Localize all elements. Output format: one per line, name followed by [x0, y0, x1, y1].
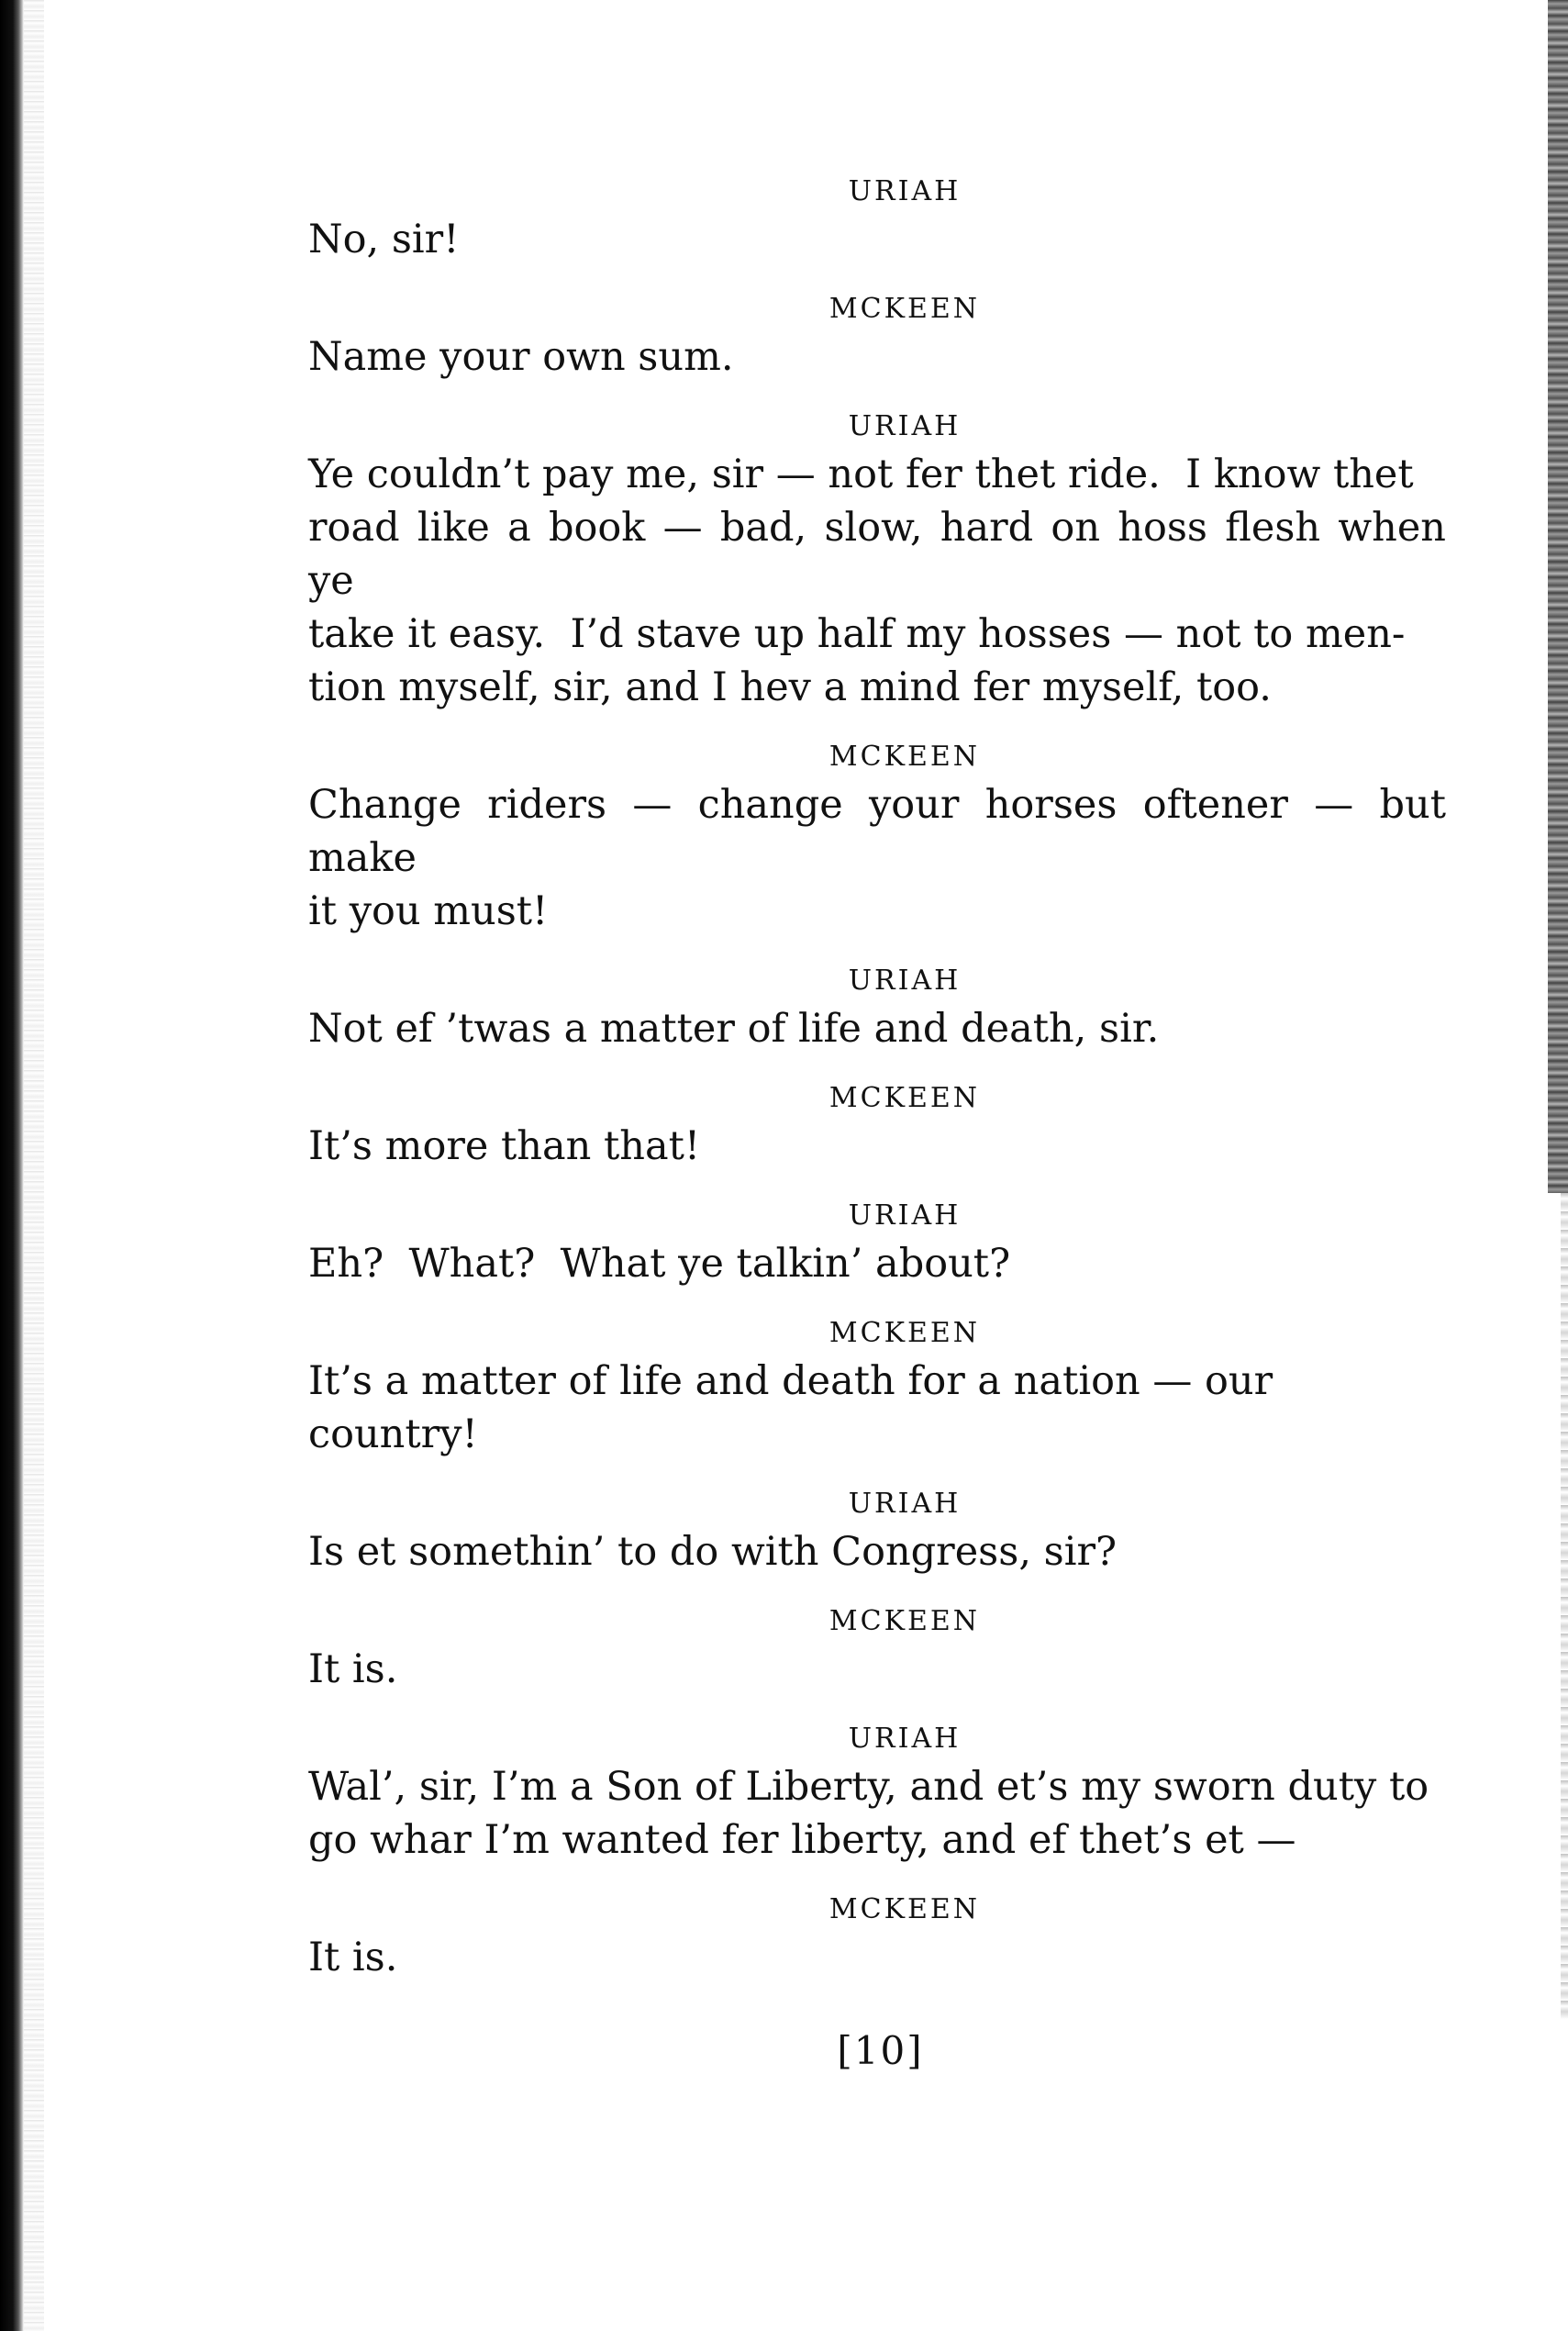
dialogue-line: Is et somethin’ to do with Congress, sir? — [308, 1529, 1118, 1575]
dialogue-line: Ye couldn’t pay me, sir — not fer thet ride. I know thet — [308, 452, 1414, 497]
speaker-name: URIAH — [848, 175, 962, 207]
dialogue-line: It is. — [308, 1646, 398, 1692]
dialogue-line: tion myself, sir, and I hev a mind fer myself, too. — [308, 664, 1272, 710]
page-edge-right — [1548, 0, 1568, 1193]
speaker-name: MCKEEN — [828, 1893, 981, 1925]
speaker-name: MCKEEN — [828, 741, 981, 773]
dialogue-line: take it easy. I’d stave up half my hosses — not to men- — [308, 611, 1406, 657]
binding-gutter-shadow — [24, 0, 44, 2331]
dialogue-line: road like a book — bad, slow, hard on hoss flesh when ye — [308, 505, 1459, 604]
dialogue-line: it you must! — [308, 888, 549, 934]
dialogue-line: Change riders — change your horses oftener — but make — [308, 782, 1459, 881]
speaker-name: URIAH — [848, 410, 962, 442]
page-number: [10] — [837, 2028, 924, 2073]
dialogue-line: It is. — [308, 1935, 398, 1980]
speaker-name: URIAH — [848, 965, 962, 997]
dialogue-line: Not ef ’twas a matter of life and death, sir. — [308, 1006, 1160, 1052]
speaker-name: MCKEEN — [828, 1082, 981, 1114]
script-page — [308, 171, 1459, 1984]
page-edge-right-lower — [1561, 1193, 1568, 2019]
speaker-name: MCKEEN — [828, 1605, 981, 1637]
binding-gutter — [0, 0, 24, 2331]
dialogue-line: No, sir! — [308, 217, 460, 262]
dialogue-line: It’s more than that! — [308, 1123, 701, 1169]
dialogue-line: Wal’, sir, I’m a Son of Liberty, and et’s my sworn duty to — [308, 1764, 1429, 1810]
dialogue-line: It’s a matter of life and death for a nation — our country! — [308, 1358, 1285, 1457]
speaker-name: URIAH — [848, 1199, 962, 1232]
speaker-name: MCKEEN — [828, 293, 981, 325]
dialogue-line: Eh? What? What ye talkin’ about? — [308, 1241, 1011, 1287]
speaker-name: MCKEEN — [828, 1317, 981, 1349]
speaker-name: URIAH — [848, 1488, 962, 1520]
dialogue-line: Name your own sum. — [308, 334, 734, 380]
dialogue-line: go whar I’m wanted fer liberty, and ef thet’s et — — [308, 1817, 1296, 1863]
speaker-name: URIAH — [848, 1723, 962, 1755]
